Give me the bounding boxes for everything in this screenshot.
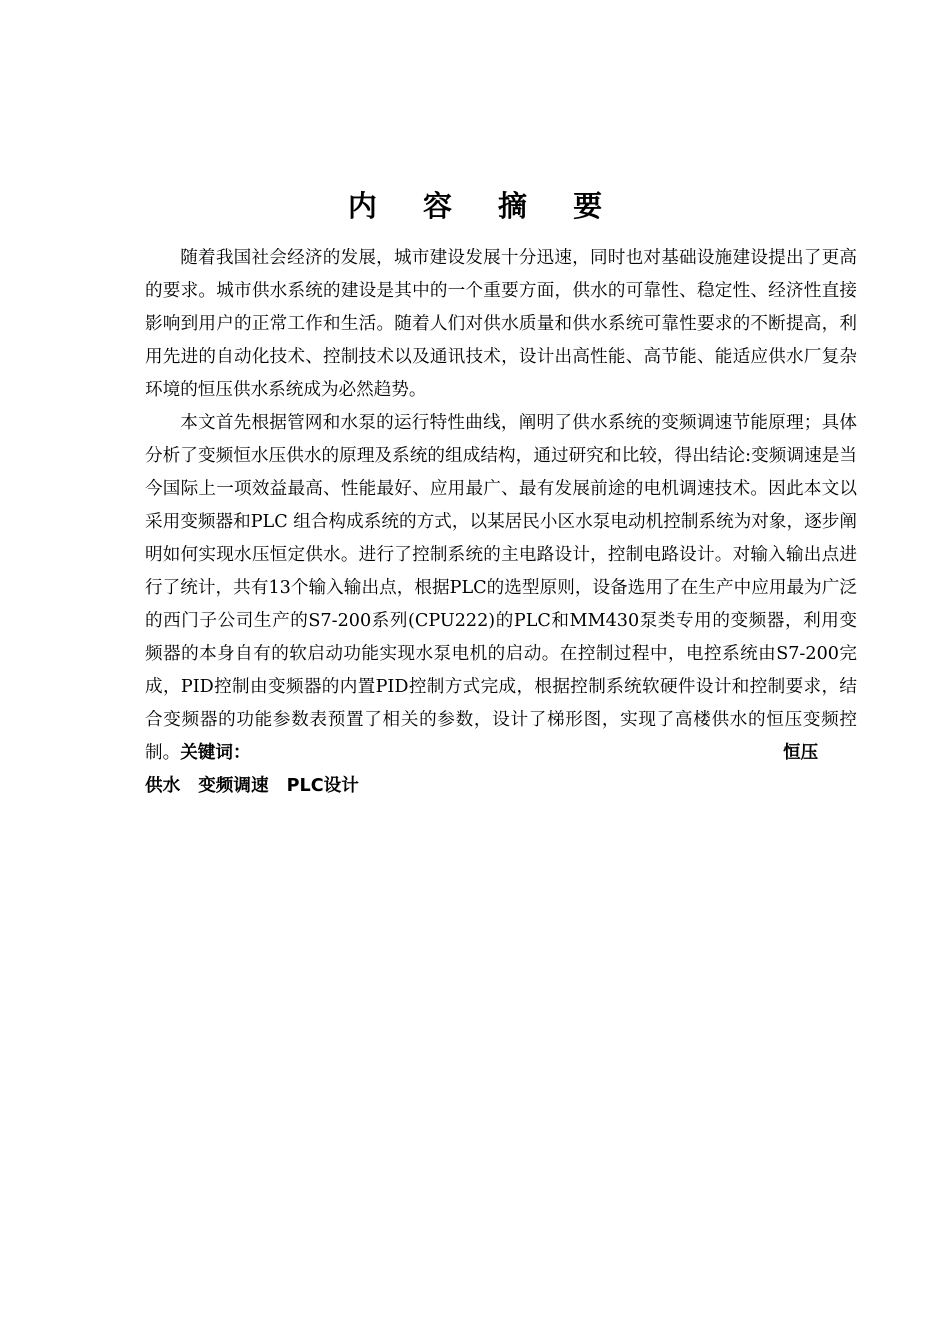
keyword-item: 供水 (145, 776, 181, 796)
paragraph-text: 随着我国社会经济的发展，城市建设发展十分迅速，同时也对基础设施建设提出了更高的要求。城市供水系统的建设是其中的一个重要方面，供水的可靠性、稳定性、经济性直接影响到用户的正常工作和生活。随着人们对供水质量和供水系统可靠性要求的不断提高，利用先进的自动化技术、控制技术以及通讯技术，设计出高性能、高节能、能适应供水厂复杂环境的恒压供水系统成为必然趋势。 (145, 248, 857, 400)
keyword-item: 恒压 (783, 743, 819, 763)
abstract-body (145, 242, 857, 770)
abstract-paragraph-1 (145, 242, 857, 407)
keywords-line (145, 770, 377, 803)
keyword-item: 变频调速 (198, 776, 269, 796)
keyword-item: PLC设计 (286, 776, 359, 796)
abstract-paragraph-2 (145, 407, 857, 770)
page-title: 内 容 摘 要 (347, 189, 621, 223)
paragraph-text: 本文首先根据管网和水泵的运行特性曲线，阐明了供水系统的变频调速节能原理；具体分析了变频恒水压供水的原理及系统的组成结构，通过研究和比较，得出结论:变频调速是当今国际上一项效益最高、性能最好、应用最广、最有发展前途的电机调速技术。因此本文以采用变频器和PLC 组合构成系统的方式，以某居民小区水泵电动机控制系统为对象，逐步阐明如何实现水压恒定供水。进行了控制系统的主电路设计，控制电路设计。对输入输出点进行了统计，共有13个输入输出点，根据PLC的选型原则，设备选用了在生产中应用最为广泛的西门子公司生产的S7-200系列(CPU222)的PLC和MM430泵类专用的变频器，利用变频器的本身自有的软启动功能实现水泵电机的启动。在控制过程中，电控系统由S7-200完成，PID控制由变频器的内置PID控制方式完成，根据控制系统软硬件设计和控制要求，结合变频器的功能参数表预置了相关的参数，设计了梯形图，实现了高楼供水的恒压变频控制。 (145, 413, 857, 763)
keywords-label: 关键词： (180, 743, 251, 763)
